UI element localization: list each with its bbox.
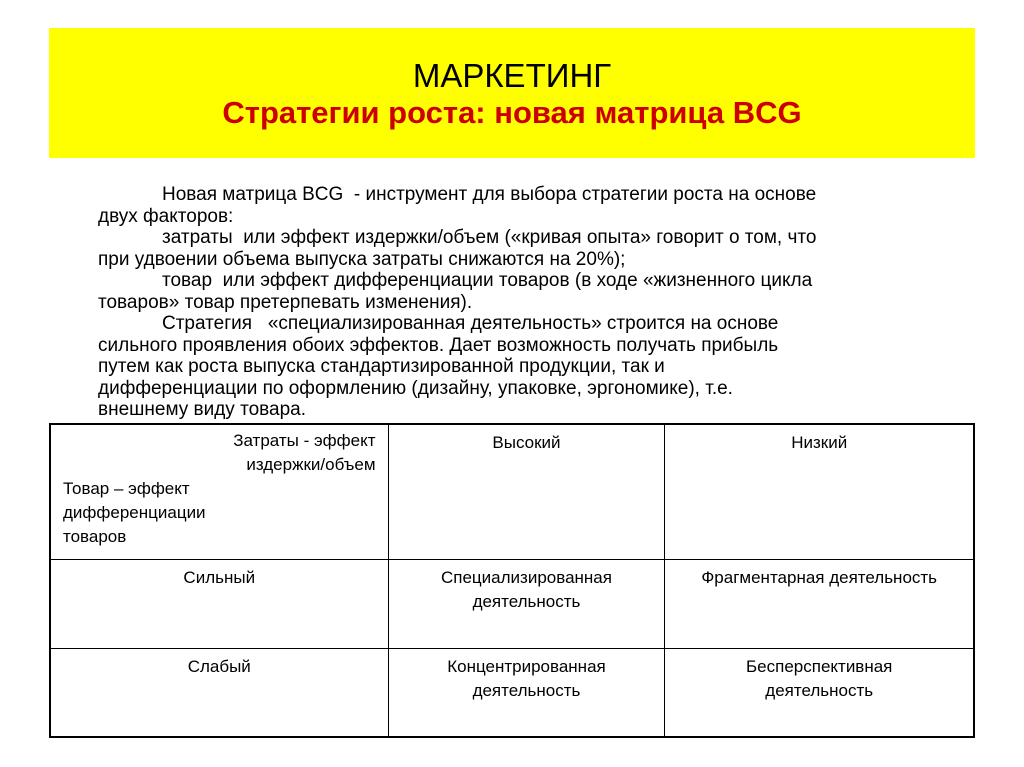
table-row (50, 560, 974, 649)
cell-strong-high (388, 560, 665, 649)
body-line: Стратегия «специализированная деятельность» строится на основе (162, 313, 779, 334)
cell-line: деятельность (472, 680, 581, 700)
body-line: сильного проявления обоих эффектов. Дает возможность получать прибыль (98, 334, 779, 356)
title-banner (49, 28, 975, 158)
table-row (50, 424, 974, 560)
column-header-high: Высокий (388, 424, 665, 560)
corner-bottom-line: Товар – эффект (63, 479, 190, 498)
cell-line: Специализированная (440, 568, 612, 588)
table-row (50, 648, 974, 737)
cell-strong-low: Фрагментарная деятельность (665, 560, 974, 649)
body-line: дифференциации по оформлению (дизайну, упаковке, эргономике), т.е. (98, 377, 733, 399)
corner-top-line: издержки/объем (246, 455, 376, 474)
corner-bottom-label (55, 477, 384, 549)
column-header-low: Низкий (665, 424, 974, 560)
page-subtitle: Стратегии роста: новая матрица BCG (222, 95, 802, 130)
corner-top-label (55, 429, 384, 477)
cell-line: деятельность (472, 592, 581, 612)
cell-line: деятельность (765, 680, 874, 700)
corner-bottom-line: дифференциации (63, 503, 206, 522)
body-line: Новая матрица BCG - инструмент для выбора стратегии роста на основе (162, 184, 817, 205)
corner-bottom-line: товаров (63, 527, 127, 546)
body-line: затраты или эффект издержки/объем («кривая опыта» говорит о том, что (162, 227, 817, 248)
cell-weak-high (388, 648, 665, 737)
body-line: двух факторов: (98, 205, 234, 227)
cell-weak-low (665, 648, 974, 737)
body-line: путем как роста выпуска стандартизированной продукции, так и (98, 356, 665, 377)
row-header-weak: Слабый (50, 648, 388, 737)
body-line: внешнему виду товара. (98, 399, 306, 420)
body-line: товар или эффект дифференциации товаров (в ходе «жизненного цикла (162, 270, 813, 291)
page-title: МАРКЕТИНГ (412, 57, 612, 94)
body-line: при удвоении объема выпуска затраты снижаются на 20%); (98, 248, 626, 270)
cell-line: Бесперспективная (746, 656, 893, 676)
row-header-strong: Сильный (50, 560, 388, 649)
bcg-matrix-table (49, 423, 975, 738)
corner-cell (50, 424, 388, 560)
body-line: товаров» товар претерпевать изменения). (98, 291, 473, 313)
body-text (98, 184, 978, 421)
corner-top-line: Затраты - эффект (233, 431, 376, 450)
cell-line: Концентрированная (447, 656, 606, 676)
